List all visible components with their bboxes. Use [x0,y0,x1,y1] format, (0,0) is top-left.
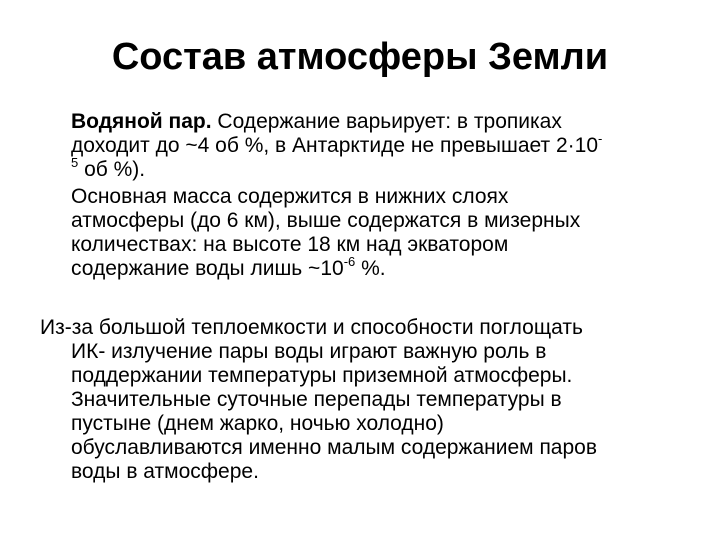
para1-line-7-pre: содержание воды лишь ~10 [71,257,344,280]
para1-line-2-sup: - [598,131,603,146]
para1-line-7-post: %. [355,257,386,280]
para2-line-5: пустыне (днем жарко, ночью холодно) [71,412,444,435]
para1-line-1-rest: Содержание варьирует: в тропиках [211,110,562,133]
para1-line-7-sup: -6 [343,254,356,269]
para2-line-6: обуславливаются именно малым содержанием паров [71,436,598,459]
term-water-vapor: Водяной пар. [71,110,212,133]
para2-line-4: Значительные суточные перепады температуры в [71,388,562,411]
para1-line-2 [71,131,603,158]
para1-line-1 [71,110,562,134]
para1-line-3 [71,155,146,182]
para1-line-2-text: доходит до ~4 об %, в Антарктиде не превышает 2·10 [71,134,598,157]
para1-line-7 [71,254,386,281]
para1-line-3-sup: 5 [71,155,79,170]
para2-line-2: ИК- излучение пары воды играют важную роль в [71,340,547,363]
para1-line-4: Основная масса содержится в нижних слоях [71,185,509,208]
para1-line-5: атмосферы (до 6 км), выше содержатся в мизерных [71,209,581,232]
para2-line-3: поддержании температуры приземной атмосферы. [71,364,573,387]
para2-line-7: воды в атмосфере. [71,460,259,483]
slide-title: Состав атмосферы Земли [111,36,609,78]
para2-line-1: Из-за большой теплоемкости и способности поглощать [40,316,583,339]
para1-line-3-text: об %). [78,158,146,181]
para1-line-6: количествах: на высоте 18 км над экватором [71,233,509,256]
